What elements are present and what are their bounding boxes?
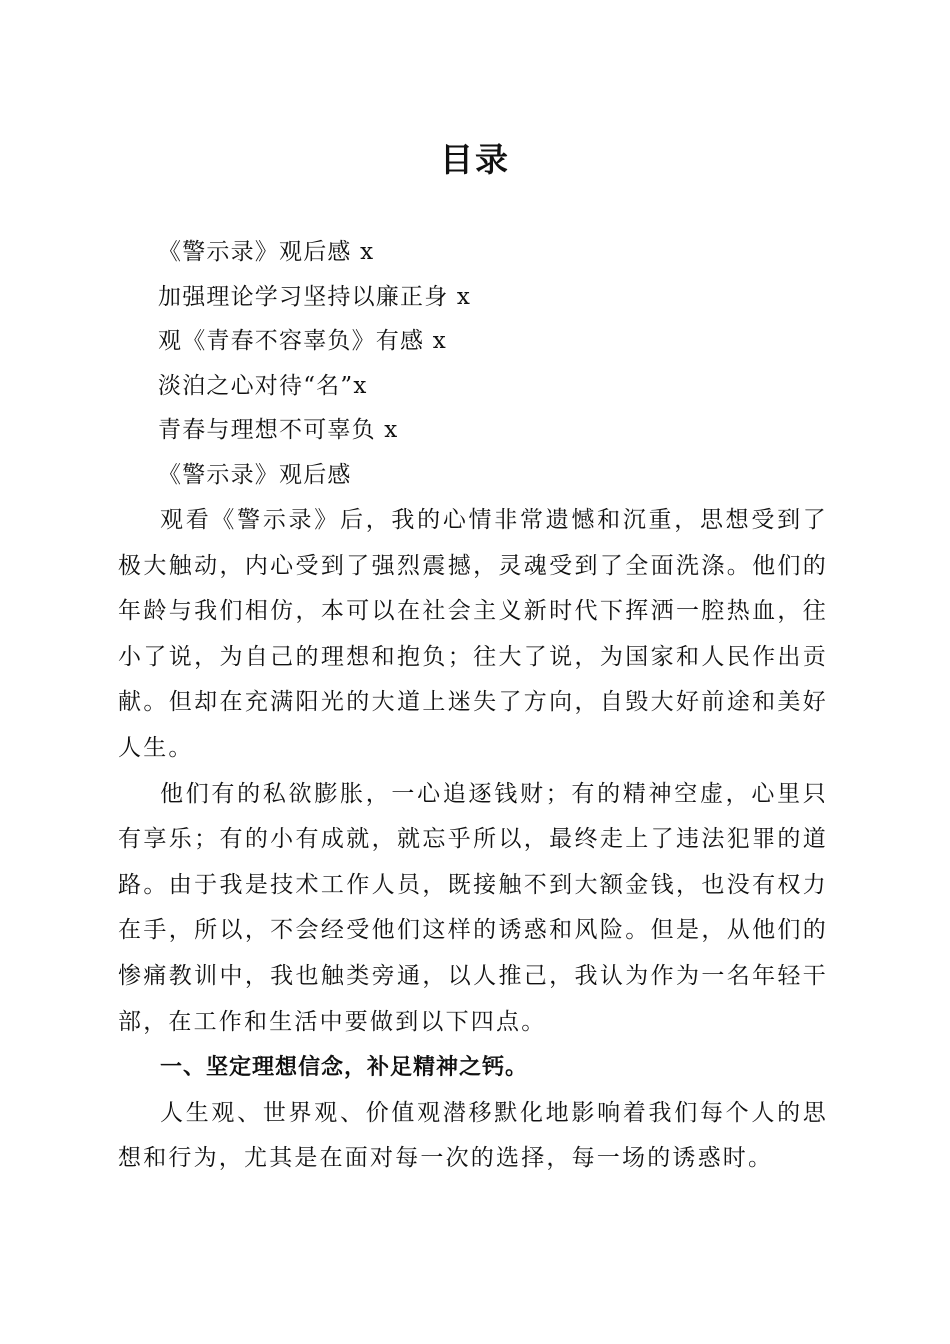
toc-item: 淡泊之心对待“名”x	[158, 372, 368, 399]
body-paragraph: 人生观、世界观、价值观潜移默化地影响着我们每个人的思想和行为，尤其是在面对每一次的选择，每一场的诱惑时。	[118, 1099, 828, 1172]
page-title: 目录	[440, 140, 510, 179]
body-paragraph: 他们有的私欲膨胀，一心追逐钱财；有的精神空虚，心里只有享乐；有的小有成就，就忘乎所以，最终走上了违法犯罪的道路。由于我是技术工作人员，既接触不到大额金钱，也没有权力在手，所以，不会经受他们这样的诱惑和风险。但是，从他们的惨痛教训中，我也触类旁通，以人推己，我认为作为一名年轻干部，在工作和生活中要做到以下四点。	[118, 780, 828, 1035]
toc-item: 青春与理想不可辜负 x	[158, 417, 399, 444]
table-of-contents	[158, 230, 471, 498]
toc-item: 《警示录》观后感	[158, 461, 352, 488]
body-paragraph: 观看《警示录》后，我的心情非常遗憾和沉重，思想受到了极大触动，内心受到了强烈震撼，灵魂受到了全面洗涤。他们的年龄与我们相仿，本可以在社会主义新时代下挥洒一腔热血，往小了说，为自己的理想和抱负；往大了说，为国家和人民作出贡献。但却在充满阳光的大道上迷失了方向，自毁大好前途和美好人生。	[118, 507, 828, 761]
toc-item: 观《青春不容辜负》有感 x	[158, 328, 447, 355]
toc-item: 加强理论学习坚持以廉正身 x	[158, 283, 472, 310]
section-heading: 一、坚定理想信念，补足精神之钙。	[160, 1055, 529, 1081]
article-body	[118, 498, 828, 1182]
toc-item: 《警示录》观后感 x	[158, 239, 375, 265]
